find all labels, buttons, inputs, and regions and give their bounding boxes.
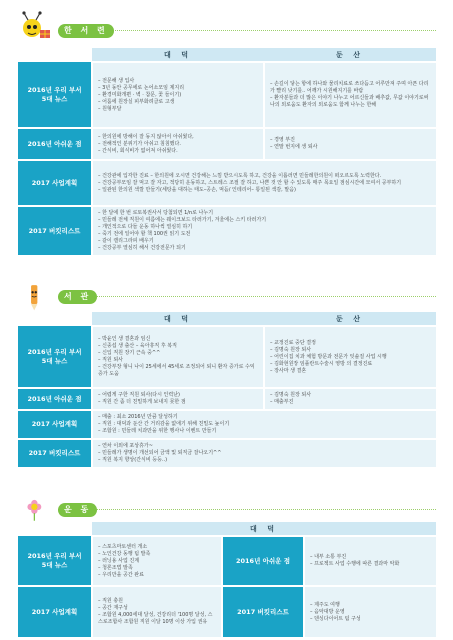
header-blank [18,312,92,326]
list-item: – 직원 간 좀 더 친밀하게 보내지 못한 점 [98,399,258,406]
list-item: – 신종섭 생 출산 – 육아휴직 후 복직 [98,343,258,350]
section-2-header [18,282,436,312]
list-item: – 스포츠마토센터 개소 [98,544,216,551]
row-cell [304,536,436,586]
section-badge: 한 서 련 [58,24,114,38]
row-cell-right [264,388,436,410]
bee-mascot-icon [18,10,52,48]
list-item: – 어렵게 구한 직원 퇴사(다시 인력난) [98,392,258,399]
list-item: – 환경미화개편 · 벽 · 참문, 꽃 들이기) [98,92,258,99]
section-3-header [18,498,436,522]
list-item: – 직원 : 대덕과 둔산 간 거리감을 없애기 위해 친밀도 높이기 [98,421,431,428]
row-cell-left [92,128,264,160]
list-item: – 죽기 전에 일어야 할 책 100권 읽기 도전 [98,231,431,238]
list-item: – 조합원 : 민들레 치과만을 위한 행사나 이벤트 만들기 [98,428,431,435]
list-item: – 청론조법 발족 [98,565,216,572]
list-item: – 장사마 생 결혼 [270,368,431,375]
list-item: – 매출부진 [270,399,431,406]
row-label: 2017 버킷리스트 [18,439,92,468]
list-item: – 건강부장 형니 나이 25세에서 45세로 조정되어 퇴니 환자 증가로 수익증가 도움 [98,364,258,378]
list-item: – 김명숙 원장 퇴사 [270,347,431,354]
list-item: – 교정진료 중단 결정 [270,340,431,347]
row-label: 2017 사업계획 [18,160,92,206]
row-label: 2017 버킷리스트 [222,586,304,638]
list-item: – 제주도 여행 [310,602,431,609]
row-label: 2016년 아쉬운 점 [18,388,92,410]
row-label: 2017 버킷리스트 [18,206,92,256]
list-item: – 직원 충원 [98,598,216,605]
section-divider [58,296,436,297]
list-item: – 공간 재구성 [98,605,216,612]
row-cell-wide [92,410,436,439]
row-label: 2017 사업계획 [18,410,92,439]
list-item: – 같이 캘리그라피 배우기 [98,238,431,245]
column-header-dunsan: 둔 산 [264,48,436,62]
section-badge: 운 동 [58,503,97,517]
list-item: – 원형부달 [98,106,258,113]
row-label: 2016년 우리 부서 5대 뉴스 [18,536,92,586]
row-cell [92,586,222,638]
list-item: – 어룸에 원장실 피부화려클로 고생 [98,99,258,106]
list-item: – 노인건강 동행 팀 발족 [98,551,216,558]
header-blank [18,522,92,536]
column-header-daedeok: 대 덕 [92,522,436,536]
list-item: – 간식비, 회식비가 없어져 아쉬웠다. [98,148,258,155]
section-1-header [18,10,436,48]
list-item: – 3년 동안 공무에로 논어소모임 제지리 [98,85,258,92]
list-item: – 건강관에 입각한 진료 – 한의원에 오시면 건강해는 느낌 받으시도록 하고, 건강을 이롭러면 민들레한의원이 떠오르도록 노력한다. [98,173,431,180]
list-item: – 매출 : 최소 2016년 만큼 달성하기 [98,414,431,421]
section-3 [18,498,436,639]
list-item: – 프로젝트 사업 수행에 따른 결과마 악화 [310,561,431,568]
row-cell-right [264,62,436,128]
list-item: – 경영 부진 [270,137,431,144]
row-label: 2016년 아쉬운 점 [18,128,92,160]
list-item: – 건강공부 열심히 해서 건강전문가 되기 [98,245,431,252]
list-item: – 연말 번지에 생 퇴사 [270,144,431,151]
list-item: – 내부 소통 부진 [310,554,431,561]
list-item: – 신입 직원 장기 근속 중^^ [98,350,258,357]
row-label: 2016년 우리 부서 5대 뉴스 [18,62,92,128]
section-2-table [18,312,436,469]
list-item: – 전문해 생 입사 [98,78,258,85]
list-item: – 민들레가 생명이 개선되어 금액 및 퇴직금 잘나오기^^ [98,450,431,457]
list-item: – 박윤인 생 결혼과 임신 [98,336,258,343]
section-3-table [18,522,436,639]
list-item: – 어린이집 치과 체험 방문과 전문가 잇솔질 사업 시행 [270,354,431,361]
row-label: 2017 사업계획 [18,586,92,638]
list-item: – 김화현원장 임플란트수술시 영방 의 결정진료 [270,361,431,368]
list-item: – 우리만을 공간 완료 [98,572,216,579]
row-cell-wide [92,206,436,256]
section-divider [58,509,436,510]
row-cell-left [92,326,264,388]
list-item: – 전해적인 분위기가 아쉬고 침침했다. [98,141,258,148]
pencil-mascot-icon [18,282,52,312]
list-item: – 조합원 4,000세대 달성, 건강리더 '100명 달성, 스스로조합사 조합원 직원 이달 10명 이상 가입 권유 [98,612,216,626]
section-1-table [18,48,436,257]
list-item: – 연차 이외에 포상휴가~ [98,443,431,450]
list-item: – 개인적으로 다들 운동 하나씩 열심히 하기 [98,224,431,231]
list-item: – 음악대방 운영 [310,609,431,616]
list-item: – 건강공부모임 잘 먹고 잘 자고, 적당히 운동하고, 스트레스 조절 잘 하고, 나쁜 것 안 할 수 있도록 매주 목요일 점심시간에 모여서 공부하기 [98,180,431,187]
row-cell-wide [92,439,436,468]
row-cell [304,586,436,638]
list-item: – 직원 복지 향상(간식비 등등..) [98,457,431,464]
row-cell-left [92,62,264,128]
row-label: 2016년 아쉬운 점 [222,536,304,586]
section-badge: 서 관 [58,290,97,304]
row-cell-wide [92,160,436,206]
list-item: – 김명숙 원장 퇴사 [270,392,431,399]
column-header-daedeok: 대 덕 [92,312,264,326]
column-header-dunsan: 둔 산 [264,312,436,326]
header-blank [18,48,92,62]
list-item: – 러닝용 사업 진계 [98,558,216,565]
row-cell-left [92,388,264,410]
list-item: – 일관된 한의원 색깔 만들기(세탕을 대하는 태도–공손, 먹듬/ 인테리어– 통일된 색감, 말음) [98,187,431,194]
row-cell-right [264,128,436,160]
section-1 [18,10,436,257]
row-cell [92,536,222,586]
list-item: – 환자분들과 더 많은 이야기 나누고 어르신들과 배추값, 무값 이야기로써 나의 외로움도 환자의 외로움도 함께 나누는 한해 [270,95,431,109]
flower-mascot-icon [18,498,52,522]
list-item: – 한 달에 한 번 로또복권사서 당첨되면 1/n로 나누기 [98,210,431,217]
list-item: – 손길이 닿는 항에 하나와 물리치료로 쓰다듬고 어루만져 주며 아픈 다리가 빨리 낫기를.. 어깨가 시원해지기를 바람 [270,81,431,95]
row-label: 2016년 우리 부서 5대 뉴스 [18,326,92,388]
list-item: – 민들레 전체 직원이 여름에는 웨이크보드 타러가기, 겨울에는 스키 타러가기 [98,217,431,224]
list-item: – 직원 퇴사 [98,357,258,364]
column-header-daedeok: 대 덕 [92,48,264,62]
row-cell-right [264,326,436,388]
list-item: – 덴싱다이어트 팀 구성 [310,616,431,623]
list-item: – 한의원에 방해이 잘 동지 않아서 아쉬웠다, [98,134,258,141]
section-divider [58,30,436,31]
section-2 [18,282,436,469]
